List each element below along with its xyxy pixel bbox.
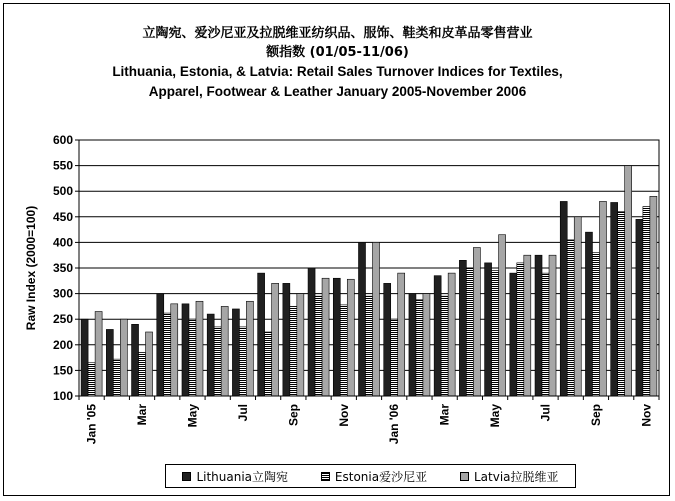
bar-estonia bbox=[290, 306, 297, 396]
bar-latvia bbox=[423, 294, 430, 396]
y-tick-label: 150 bbox=[52, 363, 73, 378]
bar-lithuania bbox=[283, 283, 290, 396]
x-tick-label: Jul bbox=[538, 404, 553, 422]
legend-swatch-estonia bbox=[321, 472, 330, 481]
bar-lithuania bbox=[434, 276, 441, 396]
y-tick-label: 550 bbox=[52, 158, 73, 173]
x-tick-label: Nov bbox=[639, 404, 654, 427]
bar-estonia bbox=[466, 268, 473, 396]
chart-title-english-line2: Apparel, Footwear & Leather January 2005-November 2006 bbox=[148, 84, 527, 99]
legend-swatch-latvia bbox=[460, 472, 469, 481]
chart-title-chinese-line1: 立陶宛、爱沙尼亚及拉脱维亚纺织品、服饰、鞋类和皮革品零售营业 bbox=[142, 26, 533, 41]
bar-latvia bbox=[221, 306, 228, 396]
bar-latvia bbox=[146, 332, 153, 396]
bar-lithuania bbox=[308, 268, 315, 396]
bar-estonia bbox=[315, 296, 322, 396]
x-tick-label: Jul bbox=[235, 404, 250, 422]
bar-lithuania bbox=[636, 219, 643, 396]
y-tick-label: 500 bbox=[52, 184, 73, 199]
bar-lithuania bbox=[585, 232, 592, 396]
bar-latvia bbox=[398, 273, 405, 396]
bar-latvia bbox=[272, 283, 279, 396]
bar-latvia bbox=[196, 301, 203, 396]
bar-estonia bbox=[139, 352, 146, 396]
bar-latvia bbox=[599, 201, 606, 396]
x-tick-label: Nov bbox=[336, 404, 351, 427]
x-tick-label: Sep bbox=[286, 404, 301, 427]
bar-estonia bbox=[492, 271, 499, 396]
bar-lithuania bbox=[132, 324, 139, 396]
y-tick-label: 450 bbox=[52, 209, 73, 224]
y-axis-ticks bbox=[53, 133, 79, 403]
bar-lithuania bbox=[485, 263, 492, 396]
bar-latvia bbox=[171, 304, 178, 396]
x-axis-ticks bbox=[79, 396, 659, 444]
x-tick-label: Jan '05 bbox=[84, 404, 99, 445]
bar-latvia bbox=[297, 294, 304, 396]
bar-estonia bbox=[542, 273, 549, 396]
legend-label-latvia: Latvia拉脱维亚 bbox=[474, 469, 559, 484]
bar-lithuania bbox=[81, 319, 88, 396]
x-tick-label: May bbox=[488, 404, 503, 428]
legend-item-latvia bbox=[460, 468, 559, 485]
bar-estonia bbox=[592, 253, 599, 396]
bar-lithuania bbox=[510, 273, 517, 396]
bar-lithuania bbox=[106, 329, 113, 396]
legend bbox=[165, 464, 576, 488]
bar-estonia bbox=[643, 207, 650, 396]
bar-latvia bbox=[322, 278, 329, 396]
bar-lithuania bbox=[459, 260, 466, 396]
bar-latvia bbox=[95, 312, 102, 396]
bar-latvia bbox=[473, 248, 480, 396]
bar-estonia bbox=[567, 240, 574, 396]
y-tick-label: 100 bbox=[52, 389, 73, 403]
bar-latvia bbox=[524, 255, 531, 396]
x-tick-label: Mar bbox=[437, 404, 452, 426]
legend-label-lithuania: Lithuania立陶宛 bbox=[196, 469, 289, 484]
bar-lithuania bbox=[359, 242, 366, 396]
x-tick-label: Mar bbox=[135, 404, 150, 426]
y-tick-label: 600 bbox=[52, 133, 73, 147]
bar-estonia bbox=[618, 212, 625, 396]
bar-latvia bbox=[549, 255, 556, 396]
bar-estonia bbox=[391, 319, 398, 396]
y-tick-label: 200 bbox=[52, 337, 73, 352]
chart-title-chinese-line2: 额指数 (01/05-11/06) bbox=[266, 45, 409, 60]
bar-latvia bbox=[625, 166, 632, 396]
bar-lithuania bbox=[535, 255, 542, 396]
bars bbox=[81, 166, 657, 396]
bar-estonia bbox=[441, 296, 448, 396]
bar-lithuania bbox=[611, 202, 618, 396]
chart-title-english-line1: Lithuania, Estonia, & Latvia: Retail Sales Turnover Indices for Textiles, bbox=[112, 64, 563, 79]
bar-latvia bbox=[347, 279, 354, 396]
bar-lithuania bbox=[157, 294, 164, 396]
bar-estonia bbox=[214, 327, 221, 396]
x-tick-label: Jan '06 bbox=[387, 404, 402, 445]
bar-estonia bbox=[88, 363, 95, 396]
bar-latvia bbox=[120, 319, 127, 396]
bar-estonia bbox=[366, 296, 373, 396]
y-axis-label: Raw Index (2000=100) bbox=[24, 205, 38, 331]
bar-lithuania bbox=[333, 278, 340, 396]
bar-lithuania bbox=[258, 273, 265, 396]
bar-estonia bbox=[239, 327, 246, 396]
bar-lithuania bbox=[182, 304, 189, 396]
legend-label-estonia: Estonia爱沙尼亚 bbox=[334, 469, 428, 484]
bar-lithuania bbox=[232, 309, 239, 396]
bar-estonia bbox=[416, 300, 423, 396]
bar-latvia bbox=[373, 242, 380, 396]
bar-estonia bbox=[265, 332, 272, 396]
bar-estonia bbox=[113, 359, 120, 396]
x-tick-label: May bbox=[185, 404, 200, 428]
y-tick-label: 300 bbox=[52, 286, 73, 301]
legend-item-estonia bbox=[321, 468, 427, 485]
legend-item-lithuania bbox=[182, 468, 288, 485]
y-tick-label: 250 bbox=[52, 312, 73, 327]
bar-latvia bbox=[448, 273, 455, 396]
x-tick-label: Sep bbox=[588, 404, 603, 427]
bar-lithuania bbox=[560, 201, 567, 396]
y-tick-label: 350 bbox=[52, 261, 73, 275]
bar-lithuania bbox=[384, 283, 391, 396]
bar-lithuania bbox=[207, 314, 214, 396]
bar-latvia bbox=[574, 217, 581, 396]
bar-latvia bbox=[650, 196, 657, 396]
y-tick-label: 400 bbox=[52, 235, 73, 250]
bar-latvia bbox=[246, 301, 253, 396]
bar-estonia bbox=[164, 313, 171, 396]
bar-latvia bbox=[499, 235, 506, 396]
bar-estonia bbox=[340, 305, 347, 396]
legend-swatch-lithuania bbox=[182, 472, 191, 481]
bar-lithuania bbox=[409, 294, 416, 396]
bar-estonia bbox=[517, 263, 524, 396]
bar-estonia bbox=[189, 319, 196, 396]
